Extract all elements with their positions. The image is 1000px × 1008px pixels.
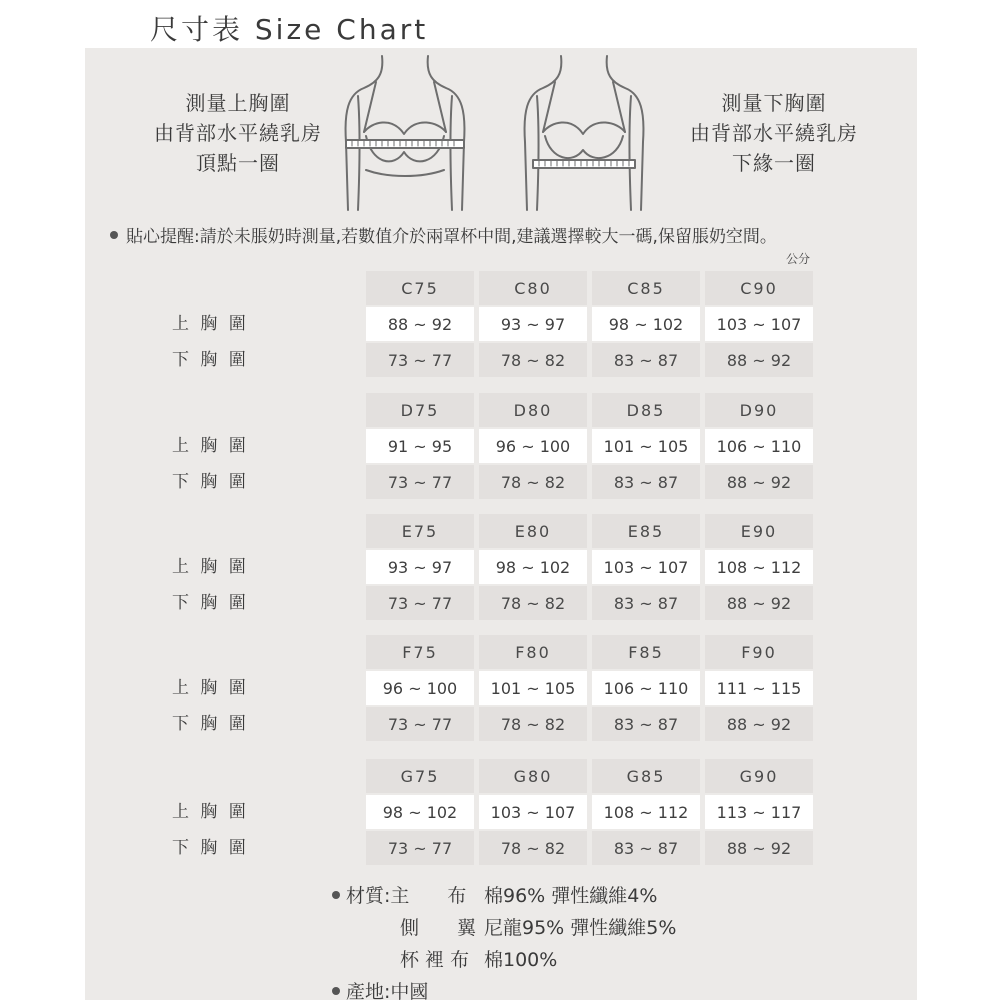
size-header: G80	[479, 759, 587, 793]
instruction-line: 測量下胸圍	[721, 91, 827, 115]
instruction-line: 由背部水平繞乳房	[690, 121, 858, 145]
upper-bust-value: 91 ~ 95	[366, 429, 474, 463]
material-composition: 棉96% 彈性纖維4%	[484, 885, 658, 907]
under-bust-value: 73 ~ 77	[366, 586, 474, 620]
size-header: C90	[705, 271, 813, 305]
upper-bust-value: 101 ~ 105	[592, 429, 700, 463]
upper-bust-value: 106 ~ 110	[705, 429, 813, 463]
under-bust-value: 73 ~ 77	[366, 831, 474, 865]
upper-bust-instructions	[128, 88, 348, 178]
upper-bust-value: 88 ~ 92	[366, 307, 474, 341]
material-label: 材質:	[346, 885, 391, 907]
origin-text: 產地:中國	[346, 981, 429, 1003]
size-header: D90	[705, 393, 813, 427]
under-bust-label: 下 胸 圍	[172, 472, 249, 492]
upper-bust-value: 103 ~ 107	[705, 307, 813, 341]
upper-bust-value: 98 ~ 102	[366, 795, 474, 829]
size-header: F75	[366, 635, 474, 669]
upper-bust-value: 96 ~ 100	[366, 671, 474, 705]
tip-text: 貼心提醒:請於未脹奶時測量,若數值介於兩罩杯中間,建議選擇較大一碼,保留脹奶空間。	[126, 227, 777, 247]
under-bust-value: 88 ~ 92	[705, 343, 813, 377]
upper-bust-label: 上 胸 圍	[172, 802, 249, 822]
material-composition: 尼龍95% 彈性纖維5%	[484, 917, 677, 939]
under-bust-value: 83 ~ 87	[592, 343, 700, 377]
instruction-line: 頂點一圈	[196, 151, 280, 175]
size-header: E80	[479, 514, 587, 548]
upper-bust-label: 上 胸 圍	[172, 557, 249, 577]
under-bust-value: 83 ~ 87	[592, 831, 700, 865]
under-bust-label: 下 胸 圍	[172, 593, 249, 613]
size-header: G75	[366, 759, 474, 793]
under-bust-value: 88 ~ 92	[705, 831, 813, 865]
upper-bust-value: 111 ~ 115	[705, 671, 813, 705]
under-bust-value: 88 ~ 92	[705, 465, 813, 499]
upper-bust-value: 98 ~ 102	[592, 307, 700, 341]
size-header: E90	[705, 514, 813, 548]
upper-bust-value: 101 ~ 105	[479, 671, 587, 705]
bra-under-bust-figure-icon	[517, 52, 652, 212]
size-group-e	[0, 514, 1000, 614]
material-part: 主 布	[390, 885, 467, 907]
size-header: D75	[366, 393, 474, 427]
bullet-icon	[110, 231, 118, 239]
instruction-line: 下緣一圈	[732, 151, 816, 175]
bullet-icon	[332, 891, 340, 899]
under-bust-label: 下 胸 圍	[172, 838, 249, 858]
size-header: E75	[366, 514, 474, 548]
instruction-line: 由背部水平繞乳房	[154, 121, 322, 145]
upper-bust-value: 93 ~ 97	[479, 307, 587, 341]
size-header: C75	[366, 271, 474, 305]
size-group-f	[0, 635, 1000, 735]
under-bust-value: 78 ~ 82	[479, 831, 587, 865]
upper-bust-label: 上 胸 圍	[172, 436, 249, 456]
under-bust-value: 78 ~ 82	[479, 343, 587, 377]
upper-bust-label: 上 胸 圍	[172, 678, 249, 698]
size-header: C85	[592, 271, 700, 305]
upper-bust-value: 108 ~ 112	[705, 550, 813, 584]
under-bust-value: 78 ~ 82	[479, 465, 587, 499]
size-header: F90	[705, 635, 813, 669]
size-group-c	[0, 271, 1000, 371]
under-bust-label: 下 胸 圍	[172, 350, 249, 370]
upper-bust-value: 103 ~ 107	[479, 795, 587, 829]
size-header: F80	[479, 635, 587, 669]
under-bust-value: 88 ~ 92	[705, 586, 813, 620]
size-header: D85	[592, 393, 700, 427]
tip-note	[110, 222, 777, 247]
under-bust-value: 83 ~ 87	[592, 586, 700, 620]
upper-bust-value: 113 ~ 117	[705, 795, 813, 829]
unit-label: 公分	[786, 252, 811, 266]
under-bust-value: 73 ~ 77	[366, 343, 474, 377]
title-bar	[0, 0, 1000, 48]
under-bust-value: 78 ~ 82	[479, 707, 587, 741]
size-header: G85	[592, 759, 700, 793]
under-bust-instructions	[664, 88, 884, 178]
material-info	[332, 880, 677, 1008]
material-part: 杯 裡 布	[400, 949, 470, 971]
upper-bust-value: 93 ~ 97	[366, 550, 474, 584]
origin-line	[332, 976, 476, 1008]
upper-bust-value: 108 ~ 112	[592, 795, 700, 829]
under-bust-value: 73 ~ 77	[366, 707, 474, 741]
material-part: 側 翼	[400, 917, 477, 939]
bullet-icon	[332, 987, 340, 995]
upper-bust-value: 106 ~ 110	[592, 671, 700, 705]
under-bust-value: 83 ~ 87	[592, 465, 700, 499]
size-header: D80	[479, 393, 587, 427]
under-bust-value: 83 ~ 87	[592, 707, 700, 741]
material-line	[332, 944, 558, 976]
under-bust-label: 下 胸 圍	[172, 714, 249, 734]
bra-upper-bust-figure-icon	[338, 52, 473, 212]
material-line	[332, 912, 677, 944]
under-bust-value: 73 ~ 77	[366, 465, 474, 499]
instruction-line: 測量上胸圍	[185, 91, 291, 115]
under-bust-value: 88 ~ 92	[705, 707, 813, 741]
size-group-g	[0, 759, 1000, 859]
size-header: C80	[479, 271, 587, 305]
size-group-d	[0, 393, 1000, 493]
upper-bust-value: 103 ~ 107	[592, 550, 700, 584]
material-composition: 棉100%	[484, 949, 558, 971]
under-bust-value: 78 ~ 82	[479, 586, 587, 620]
upper-bust-value: 98 ~ 102	[479, 550, 587, 584]
upper-bust-value: 96 ~ 100	[479, 429, 587, 463]
size-header: E85	[592, 514, 700, 548]
size-header: F85	[592, 635, 700, 669]
upper-bust-label: 上 胸 圍	[172, 314, 249, 334]
page-title: 尺寸表 Size Chart	[150, 13, 429, 46]
size-header: G90	[705, 759, 813, 793]
material-line	[332, 880, 658, 912]
